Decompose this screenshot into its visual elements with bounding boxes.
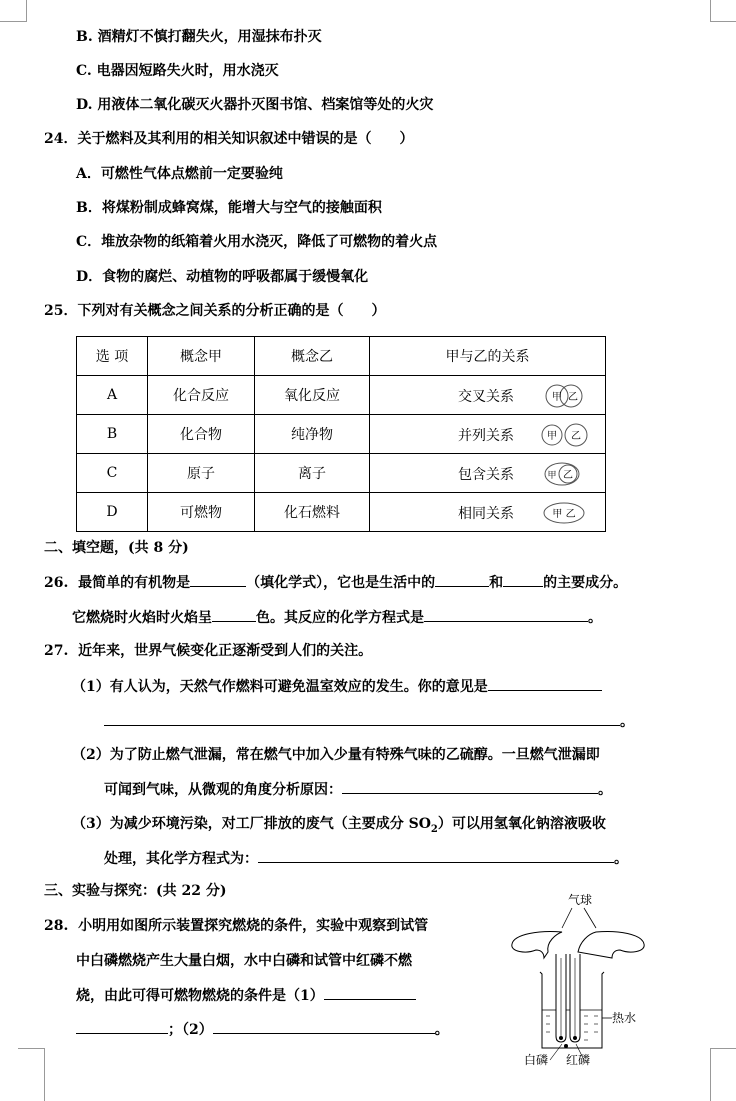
- question-number: 24．: [44, 131, 78, 147]
- q27-p3-text: （3）为减少环境污染，对工厂排放的废气（主要成分 SO: [72, 816, 431, 832]
- q28-line-1: [44, 916, 428, 936]
- q26-text-a: 最简单的有机物是: [78, 575, 191, 591]
- q27-part-2: [72, 745, 600, 765]
- row-relation: [370, 454, 606, 493]
- answer-blank[interactable]: [76, 1019, 168, 1034]
- q28-text-4: ；（2）: [168, 1022, 213, 1038]
- q26-text-c: 和: [489, 575, 504, 591]
- header-concept-a: 概念甲: [148, 337, 255, 376]
- icon-label-jia: 甲: [547, 431, 557, 442]
- crop-mark-bottom-left: [44, 1048, 45, 1101]
- q28-text-3: 烧，由此可得可燃物燃烧的条件是（1）: [76, 988, 324, 1004]
- row-option: A: [77, 376, 148, 415]
- q27-p3-subscript: 2: [430, 823, 438, 835]
- q24-option-c: C．堆放杂物的纸箱着火用水浇灭，降低了可燃物的着火点: [76, 234, 438, 250]
- q26-text-d: 的主要成分。: [543, 575, 628, 591]
- question-number: 25．: [44, 303, 78, 319]
- header-relation: 甲与乙的关系: [370, 337, 606, 376]
- concept-table: [76, 336, 606, 532]
- q27-end: 。: [598, 782, 612, 798]
- header-option: 选 项: [77, 337, 148, 376]
- same-ellipse-icon: [540, 498, 590, 528]
- crop-mark-bottom-left-h: [18, 1048, 44, 1049]
- answer-blank[interactable]: [213, 1019, 435, 1034]
- icon-label-same: 甲 乙: [552, 509, 576, 520]
- icon-label-yi: 乙: [571, 431, 581, 442]
- answer-blank[interactable]: [424, 607, 588, 622]
- q28-line-3: [76, 985, 416, 1006]
- q27-p1-text: （1）有人认为，天然气作燃料可避免温室效应的发生。你的意见是: [72, 679, 488, 695]
- icon-label-yi: 乙: [563, 470, 573, 481]
- crop-mark-top-left-h: [0, 21, 26, 22]
- q26-text-b: （填化学式），它也是生活中的: [246, 575, 436, 591]
- q24-option-b: B．将煤粉制成蜂窝煤，能增大与空气的接触面积: [76, 200, 382, 216]
- row-concept-b: 纯净物: [255, 415, 370, 454]
- question-27: [44, 641, 372, 661]
- q27-part-1: [72, 676, 602, 697]
- answer-blank[interactable]: [324, 985, 416, 1000]
- crop-mark-top-left: [26, 0, 27, 22]
- balloon-label: 气球: [568, 893, 593, 907]
- table-header-row: [77, 337, 606, 376]
- crop-mark-top-right-h: [710, 21, 736, 22]
- relation-text: 相同关系: [458, 506, 514, 522]
- question-25: [44, 301, 385, 321]
- row-relation: [370, 376, 606, 415]
- question-stem: 近年来，世界气候变化正逐渐受到人们的关注。: [78, 643, 373, 659]
- combustion-apparatus-figure: [500, 888, 660, 1068]
- answer-blank[interactable]: [435, 572, 489, 587]
- question-26-line-1: [44, 572, 627, 593]
- q27-end: 。: [620, 714, 634, 730]
- q27-part-2-cont: [104, 779, 612, 800]
- q26-text-f: 色。其反应的化学方程式是: [256, 610, 424, 626]
- q26-end: 。: [588, 610, 602, 626]
- q27-p2b-text: 可闻到气味，从微观的角度分析原因：: [104, 782, 342, 798]
- hot-water-label: 热水: [612, 1011, 637, 1025]
- section-2-title: 二、填空题，(共 8 分): [44, 540, 189, 556]
- icon-label-yi: 乙: [568, 392, 578, 403]
- crop-mark-top-right: [710, 0, 711, 22]
- row-relation: [370, 415, 606, 454]
- option-b: B. 酒精灯不慎打翻失火，用湿抹布扑灭: [76, 29, 322, 45]
- option-d: D. 用液体二氧化碳灭火器扑灭图书馆、档案馆等处的火灾: [76, 97, 434, 113]
- q26-text-e: 它燃烧时火焰时火焰呈: [72, 610, 212, 626]
- icon-label-jia: 甲: [552, 392, 562, 403]
- separate-circles-icon: [540, 420, 590, 450]
- answer-blank[interactable]: [488, 676, 602, 691]
- q27-p3-text-post: ）可以用氢氧化钠溶液吸收: [437, 816, 606, 832]
- row-concept-a: 原子: [148, 454, 255, 493]
- q28-line-4: [76, 1019, 449, 1040]
- question-number: 27.: [44, 643, 69, 659]
- section-3-title: 三、实验与探究：(共 22 分): [44, 883, 227, 899]
- row-option: C: [77, 454, 148, 493]
- table-row: [77, 454, 606, 493]
- row-concept-a: 化合反应: [148, 376, 255, 415]
- header-concept-b: 概念乙: [255, 337, 370, 376]
- answer-blank[interactable]: [104, 711, 620, 726]
- relation-text: 包含关系: [458, 467, 514, 483]
- row-option: B: [77, 415, 148, 454]
- relation-text: 交叉关系: [458, 389, 514, 405]
- answer-blank[interactable]: [190, 572, 246, 587]
- q28-line-2: 中白磷燃烧产生大量白烟，水中白磷和试管中红磷不燃: [76, 953, 412, 969]
- question-stem: 关于燃料及其利用的相关知识叙述中错误的是（ ）: [77, 131, 414, 147]
- white-phosphorus-label: 白磷: [524, 1053, 549, 1067]
- table-row: [77, 493, 606, 532]
- intersect-circles-icon: [540, 381, 590, 411]
- crop-mark-bottom-right-h: [710, 1048, 736, 1049]
- row-concept-a: 可燃物: [148, 493, 255, 532]
- right-balloon-icon: [578, 932, 644, 959]
- q27-part-3: [72, 814, 606, 840]
- answer-blank[interactable]: [342, 779, 598, 794]
- question-24: [44, 129, 413, 149]
- answer-blank[interactable]: [212, 607, 256, 622]
- row-concept-b: 氧化反应: [255, 376, 370, 415]
- table-row: [77, 376, 606, 415]
- question-26-line-2: [72, 607, 602, 628]
- answer-blank[interactable]: [258, 848, 614, 863]
- crop-mark-bottom-right: [710, 1048, 711, 1101]
- q27-part-1-cont: [104, 711, 634, 732]
- row-concept-b: 离子: [255, 454, 370, 493]
- table-row: [77, 415, 606, 454]
- q28-text-1: 小明用如图所示装置探究燃烧的条件，实验中观察到试管: [78, 918, 429, 934]
- left-balloon-icon: [512, 932, 562, 959]
- row-concept-a: 化合物: [148, 415, 255, 454]
- icon-label-jia: 甲: [547, 471, 557, 481]
- row-relation: [370, 493, 606, 532]
- q27-p3b-text: 处理，其化学方程式为：: [104, 851, 258, 867]
- contain-circles-icon: [540, 459, 590, 489]
- row-option: D: [77, 493, 148, 532]
- answer-blank[interactable]: [503, 572, 543, 587]
- relation-text: 并列关系: [458, 428, 514, 444]
- q28-end: 。: [434, 1022, 449, 1038]
- q24-option-a: A．可燃性气体点燃前一定要验纯: [76, 166, 283, 182]
- row-concept-b: 化石燃料: [255, 493, 370, 532]
- q27-p2-text: （2）为了防止燃气泄漏，常在燃气中加入少量有特殊气味的乙硫醇。一旦燃气泄漏即: [72, 747, 600, 763]
- question-stem: 下列对有关概念之间关系的分析正确的是（ ）: [77, 303, 386, 319]
- q27-part-3-cont: [104, 848, 628, 869]
- red-phosphorus-label: 红磷: [566, 1053, 591, 1067]
- white-phosphorus-in-water: [564, 1044, 568, 1048]
- question-number: 26.: [44, 575, 69, 591]
- question-number: 28.: [44, 918, 69, 934]
- q27-end: 。: [614, 851, 628, 867]
- q24-option-d: D．食物的腐烂、动植物的呼吸都属于缓慢氧化: [76, 269, 369, 285]
- option-c: C. 电器因短路失火时，用水浇灭: [76, 63, 279, 79]
